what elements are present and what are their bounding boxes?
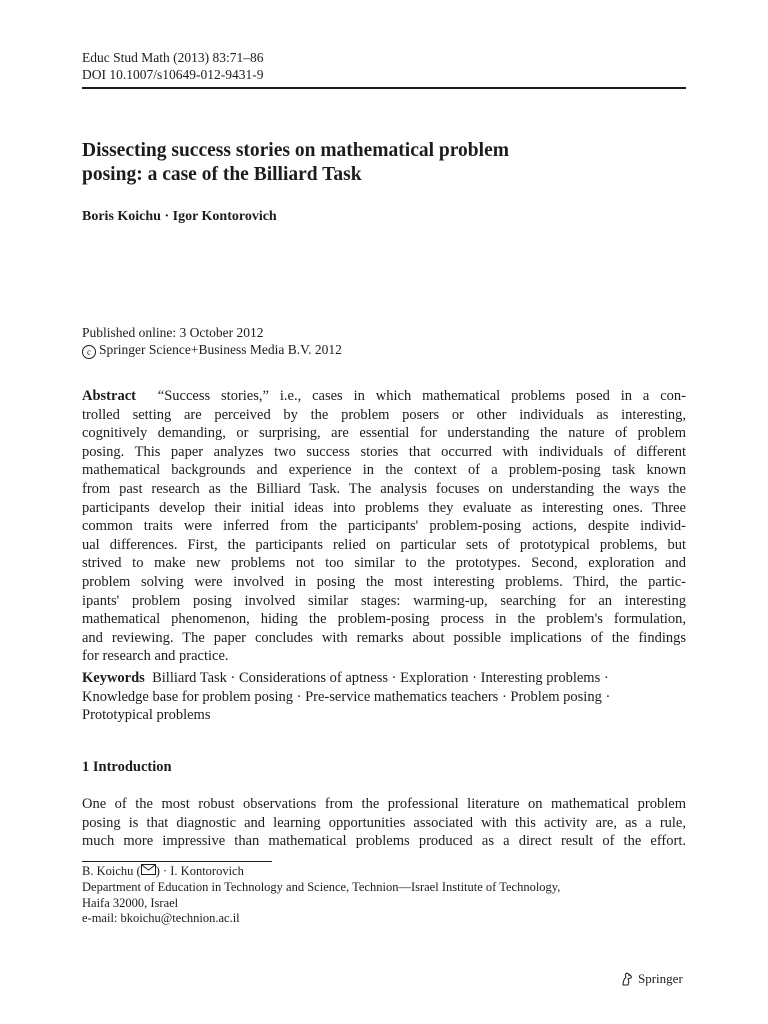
footnote-rule bbox=[82, 861, 272, 862]
keywords-text: Billiard Task · Considerations of aptness · Exploration · Interesting problems · bbox=[152, 670, 609, 686]
abstract-line bbox=[82, 387, 686, 406]
publisher-name: Springer bbox=[638, 971, 683, 986]
paper-title bbox=[82, 139, 642, 187]
authors: Boris Koichu · Igor Kontorovich bbox=[82, 209, 277, 224]
copyright-text: Springer Science+Business Media B.V. 2012 bbox=[99, 342, 342, 357]
footnote-address: Haifa 32000, Israel bbox=[82, 895, 179, 910]
footnote-author2: ) · I. Kontorovich bbox=[155, 864, 244, 878]
abstract-line: mathematical phenomenon, hiding the problem-posing process in the problem's formulation, bbox=[82, 611, 686, 628]
publication-info bbox=[82, 324, 342, 359]
abstract-line: posing. This paper analyzes two success stories that occurred with individuals of different bbox=[82, 443, 686, 460]
keywords-line: Prototypical problems bbox=[82, 707, 211, 724]
abstract-line: cognitively demanding, or surprising, are essential for understanding the nature of problem bbox=[82, 425, 686, 442]
footnote-affiliation: Department of Education in Technology and Science, Technion—Israel Institute of Technology, bbox=[82, 879, 561, 894]
keywords bbox=[82, 669, 686, 725]
title-line: posing: a case of the Billiard Task bbox=[82, 164, 362, 185]
copyright-icon: c bbox=[82, 345, 96, 359]
footnote-author1: B. Koichu ( bbox=[82, 864, 141, 878]
abstract-label: Abstract bbox=[82, 388, 136, 404]
abstract-line: ipants' problem posing involved similar stages: warming-up, searching for an interesting bbox=[82, 592, 686, 609]
published-date: Published online: 3 October 2012 bbox=[82, 325, 264, 340]
abstract-line: from past research as the Billiard Task. The analysis focuses on understanding the ways the bbox=[82, 480, 686, 497]
journal-header bbox=[82, 49, 264, 83]
abstract-text: “Success stories,” i.e., cases in which mathematical problems posed in a con- bbox=[157, 388, 687, 404]
abstract-line: trolled setting are perceived by the problem posers or other individuals as interesting, bbox=[82, 406, 686, 423]
journal-citation: Educ Stud Math (2013) 83:71–86 bbox=[82, 50, 264, 65]
footnote-email: e-mail: bkoichu@technion.ac.il bbox=[82, 911, 240, 926]
abstract-line: strived to make new problems not too similar to the prototypes. Second, exploration and bbox=[82, 555, 686, 572]
abstract-line: and reviewing. The paper concludes with remarks about possible implications of the findings bbox=[82, 629, 686, 646]
abstract-line: ual differences. First, the participants relied on particular sets of prototypical problems, but bbox=[82, 536, 686, 553]
abstract-line: problem solving were involved in posing the most interesting problems. Third, the partic- bbox=[82, 573, 686, 590]
keywords-line bbox=[82, 669, 686, 688]
author-footnote bbox=[82, 864, 560, 927]
keywords-line: Knowledge base for problem posing · Pre-service mathematics teachers · Problem posing · bbox=[82, 688, 611, 705]
abstract bbox=[82, 387, 686, 666]
abstract-line: for research and practice. bbox=[82, 648, 229, 665]
springer-horse-icon bbox=[619, 971, 635, 987]
intro-line: One of the most robust observations from the professional literature on mathematical problem bbox=[82, 796, 686, 812]
title-line: Dissecting success stories on mathematical problem bbox=[82, 140, 509, 161]
header-rule bbox=[82, 87, 686, 89]
abstract-line: mathematical backgrounds and experience in the context of a problem-posing task known bbox=[82, 462, 686, 479]
intro-line: much more impressive than mathematical problems produced as a direct result of the effort. bbox=[82, 833, 686, 850]
abstract-line: participants develop their initial ideas into problems they evaluate as interesting ones. Three bbox=[82, 499, 686, 516]
introduction-text bbox=[82, 795, 686, 851]
copyright-line bbox=[82, 341, 342, 359]
keywords-label: Keywords bbox=[82, 670, 145, 686]
publisher-logo bbox=[619, 971, 683, 987]
footnote-authors bbox=[82, 864, 560, 880]
envelope-icon bbox=[141, 864, 156, 875]
section-heading: 1 Introduction bbox=[82, 759, 172, 775]
intro-line: posing is that diagnostic and learning opportunities associated with this activity are, as a rule, bbox=[82, 814, 686, 831]
abstract-line: common traits were inferred from the participants' problem-posing actions, despite individ- bbox=[82, 518, 686, 535]
journal-doi: DOI 10.1007/s10649-012-9431-9 bbox=[82, 67, 264, 82]
